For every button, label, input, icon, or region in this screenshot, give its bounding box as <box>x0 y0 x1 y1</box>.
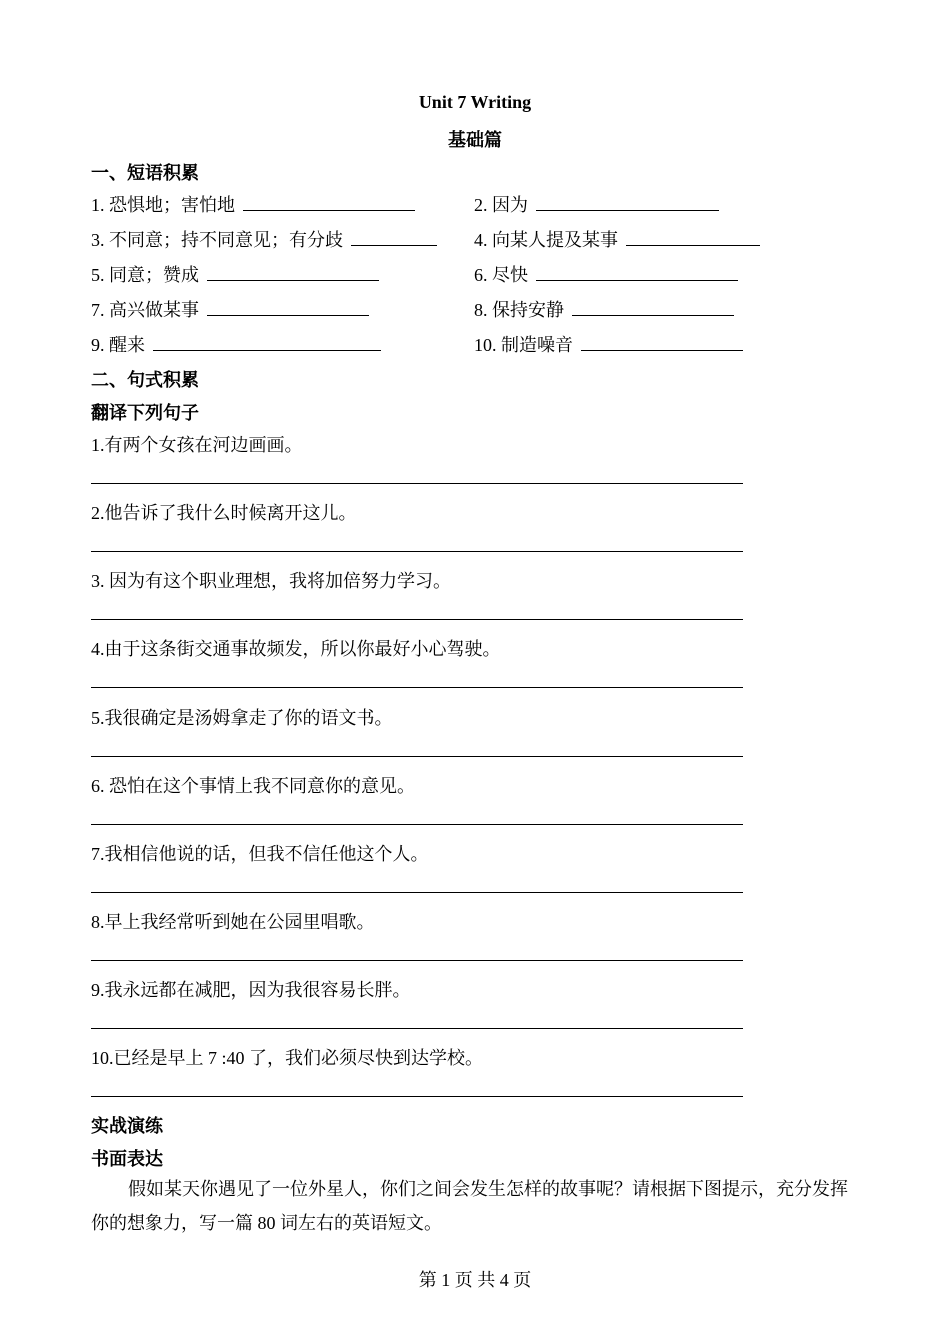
page-footer: 第 1 页 共 4 页 <box>418 1270 532 1290</box>
phrase-label: 3. 不同意；持不同意见；有分歧 <box>91 230 343 250</box>
sentence-prompt: 10.已经是早上 7 :40 了，我们必须尽快到达学校。 <box>91 1048 483 1068</box>
phrase-item <box>91 226 437 252</box>
phrase-item <box>91 261 379 287</box>
answer-line[interactable] <box>91 1028 743 1029</box>
answer-blank[interactable] <box>536 266 738 281</box>
answer-line[interactable] <box>91 687 743 688</box>
writing-task-heading: 书面表达 <box>91 1149 163 1169</box>
worksheet-subtitle: 基础篇 <box>448 130 502 150</box>
answer-line[interactable] <box>91 756 743 757</box>
answer-line[interactable] <box>91 960 743 961</box>
sentence-prompt: 7.我相信他说的话，但我不信任他这个人。 <box>91 844 429 864</box>
answer-blank[interactable] <box>626 231 760 246</box>
answer-blank[interactable] <box>243 196 415 211</box>
answer-blank[interactable] <box>207 301 369 316</box>
answer-blank[interactable] <box>153 336 381 351</box>
phrase-item <box>91 296 369 322</box>
answer-line[interactable] <box>91 824 743 825</box>
phrase-label: 2. 因为 <box>474 195 528 215</box>
answer-line[interactable] <box>91 483 743 484</box>
phrase-label: 7. 高兴做某事 <box>91 300 199 320</box>
answer-line[interactable] <box>91 892 743 893</box>
sentence-prompt: 1.有两个女孩在河边画画。 <box>91 435 303 455</box>
phrase-item <box>91 191 415 217</box>
answer-blank[interactable] <box>536 196 719 211</box>
phrase-label: 10. 制造噪音 <box>474 335 573 355</box>
answer-blank[interactable] <box>581 336 743 351</box>
phrase-item <box>474 331 743 357</box>
sentence-prompt: 3. 因为有这个职业理想，我将加倍努力学习。 <box>91 571 451 591</box>
writing-task-prompt: 假如某天你遇见了一位外星人，你们之间会发生怎样的故事呢？请根据下图提示，充分发挥你的想象力，写一篇 80 词左右的英语短文。 <box>91 1179 848 1233</box>
answer-line[interactable] <box>91 619 743 620</box>
phrase-label: 6. 尽快 <box>474 265 528 285</box>
phrase-item <box>474 226 760 252</box>
phrase-label: 4. 向某人提及某事 <box>474 230 618 250</box>
phrase-item <box>474 296 734 322</box>
phrase-label: 5. 同意；赞成 <box>91 265 199 285</box>
section-heading-sentences: 二、句式积累 <box>91 370 199 390</box>
translate-instruction: 翻译下列句子 <box>91 403 199 423</box>
phrase-item <box>474 261 738 287</box>
sentence-prompt: 8.早上我经常听到她在公园里唱歌。 <box>91 912 375 932</box>
section-heading-phrases: 一、短语积累 <box>91 163 199 183</box>
sentence-prompt: 4.由于这条街交通事故频发，所以你最好小心驾驶。 <box>91 639 501 659</box>
sentence-prompt: 9.我永远都在减肥，因为我很容易长胖。 <box>91 980 411 1000</box>
section-heading-practice: 实战演练 <box>91 1116 163 1136</box>
sentence-prompt: 6. 恐怕在这个事情上我不同意你的意见。 <box>91 776 415 796</box>
phrase-label: 8. 保持安静 <box>474 300 564 320</box>
answer-blank[interactable] <box>572 301 734 316</box>
worksheet-title: Unit 7 Writing <box>418 92 532 112</box>
phrase-item <box>474 191 719 217</box>
sentence-prompt: 5.我很确定是汤姆拿走了你的语文书。 <box>91 708 393 728</box>
phrase-label: 9. 醒来 <box>91 335 145 355</box>
phrase-label: 1. 恐惧地；害怕地 <box>91 195 235 215</box>
answer-blank[interactable] <box>351 231 437 246</box>
phrase-item <box>91 331 381 357</box>
answer-line[interactable] <box>91 551 743 552</box>
answer-blank[interactable] <box>207 266 379 281</box>
answer-line[interactable] <box>91 1096 743 1097</box>
sentence-prompt: 2.他告诉了我什么时候离开这儿。 <box>91 503 357 523</box>
